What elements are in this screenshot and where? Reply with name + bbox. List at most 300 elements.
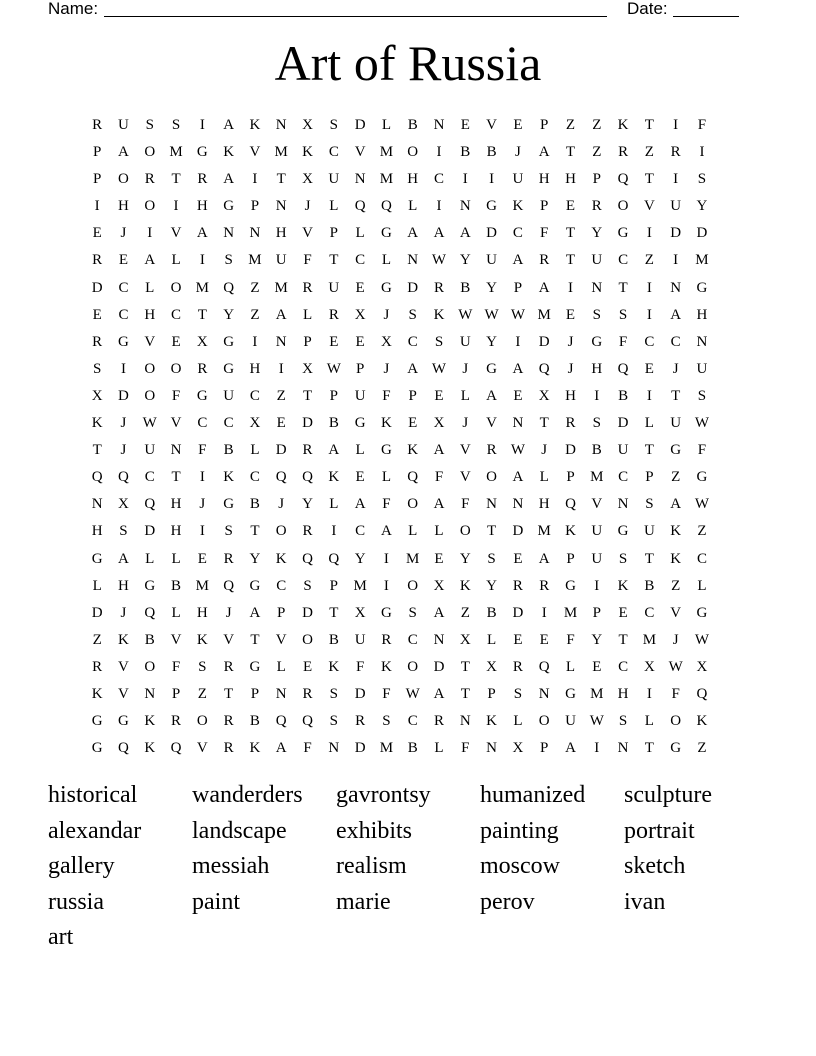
grid-letter: I [594, 577, 600, 594]
grid-letter: K [328, 658, 340, 675]
grid-letter: Y [459, 550, 471, 567]
grid-letter: I [673, 117, 679, 133]
grid-letter: U [696, 360, 708, 377]
grid-letter: A [538, 550, 550, 567]
grid-letter: K [328, 469, 340, 486]
grid-letter: D [275, 442, 287, 459]
grid-letter: C [197, 415, 208, 432]
grid-letter: I [673, 252, 679, 269]
grid-letter: S [119, 523, 128, 540]
word-list-item: ivan [624, 888, 666, 915]
grid-letter: N [538, 685, 550, 702]
grid-letter: B [644, 577, 655, 594]
grid-letter: G [223, 333, 235, 350]
grid-letter: S [408, 604, 417, 621]
grid-letter: A [433, 225, 445, 242]
grid-letter: R [302, 279, 313, 296]
grid-letter: Z [592, 117, 602, 133]
grid-letter: L [145, 279, 155, 296]
grid-letter: M [379, 171, 394, 188]
grid-letter: E [592, 658, 602, 675]
grid-row [84, 193, 715, 220]
grid-letter: X [380, 333, 392, 350]
grid-letter: G [196, 387, 208, 404]
grid-letter: C [407, 333, 418, 350]
grid-letter: Z [92, 631, 102, 648]
grid-letter: E [565, 306, 576, 323]
grid-row [84, 139, 715, 166]
grid-letter: G [696, 469, 708, 486]
grid-letter: Z [697, 740, 707, 757]
date-label: Date: [627, 0, 668, 18]
grid-letter: N [617, 740, 629, 757]
grid-letter: F [171, 387, 181, 404]
grid-row [84, 302, 715, 329]
grid-letter: H [196, 604, 208, 621]
grid-letter: W [694, 631, 710, 648]
word-list-item: sculpture [624, 782, 712, 808]
grid-letter: C [328, 144, 339, 161]
grid-letter: Q [144, 496, 156, 513]
grid-letter: K [670, 550, 682, 567]
grid-letter: E [434, 387, 444, 404]
grid-letter: N [354, 171, 366, 188]
grid-letter: I [436, 198, 442, 215]
grid-letter: D [118, 387, 129, 404]
grid-letter: H [196, 198, 208, 215]
grid-letter: B [328, 415, 339, 432]
grid-letter: R [92, 658, 103, 675]
grid-letter: N [670, 279, 682, 296]
word-list-item: painting [480, 817, 559, 844]
grid-letter: R [302, 685, 313, 702]
grid-letter: A [486, 387, 498, 404]
grid-letter: H [118, 577, 129, 594]
grid-letter: O [670, 713, 682, 730]
word-list [48, 778, 768, 956]
grid-letter: A [538, 144, 550, 161]
grid-letter: S [434, 333, 444, 350]
grid-letter: M [274, 279, 288, 296]
grid-row [84, 166, 715, 193]
grid-letter: N [275, 333, 287, 350]
grid-letter: L [565, 658, 576, 675]
grid-letter: W [510, 306, 525, 323]
grid-letter: N [486, 496, 498, 513]
grid-letter: M [353, 577, 367, 594]
word-list-item: historical [48, 782, 138, 808]
grid-letter: G [670, 442, 682, 459]
grid-letter: U [591, 252, 603, 269]
grid-letter: C [171, 306, 182, 323]
grid-letter: I [673, 171, 679, 188]
grid-letter: N [459, 713, 471, 730]
grid-letter: R [434, 713, 445, 730]
grid-letter: X [354, 306, 366, 323]
grid-letter: S [198, 658, 207, 675]
grid-letter: G [118, 713, 129, 730]
grid-letter: M [379, 144, 394, 161]
grid-letter: F [618, 333, 628, 350]
grid-letter: W [694, 415, 710, 432]
grid-letter: C [618, 469, 629, 486]
grid-letter: I [594, 387, 600, 404]
grid-letter: A [512, 469, 524, 486]
grid-letter: S [487, 550, 496, 567]
grid-letter: Q [380, 198, 392, 215]
grid-letter: M [379, 740, 394, 757]
grid-letter: F [198, 442, 207, 459]
grid-letter: G [670, 740, 682, 757]
word-list-item: alexandar [48, 817, 142, 844]
grid-letter: A [407, 360, 419, 377]
grid-letter: Z [276, 387, 286, 404]
grid-row [84, 546, 715, 573]
grid-letter: M [590, 685, 604, 702]
grid-letter: F [171, 658, 181, 675]
grid-letter: O [196, 713, 208, 730]
grid-letter: V [144, 333, 156, 350]
grid-letter: J [462, 415, 469, 432]
grid-letter: O [144, 387, 156, 404]
grid-letter: J [514, 144, 521, 161]
grid-letter: Y [696, 198, 708, 215]
grid-letter: Q [118, 740, 129, 757]
grid-letter: Q [617, 171, 629, 188]
grid-letter: I [94, 198, 100, 215]
grid-letter: Y [486, 333, 498, 350]
grid-letter: L [302, 306, 313, 323]
grid-letter: W [142, 415, 157, 432]
grid-letter: N [328, 740, 340, 757]
grid-letter: J [120, 225, 127, 242]
grid-letter: P [513, 279, 523, 296]
grid-letter: J [567, 360, 574, 377]
grid-letter: K [91, 685, 103, 702]
grid-letter: L [171, 252, 181, 269]
grid-letter: D [354, 685, 366, 702]
grid-letter: N [275, 198, 287, 215]
word-list-item: gavrontsy [336, 782, 431, 808]
grid-letter: S [697, 171, 707, 188]
grid-letter: H [696, 306, 708, 323]
grid-letter: L [539, 469, 549, 486]
grid-letter: V [196, 740, 208, 757]
grid-letter: V [170, 225, 182, 242]
grid-letter: Y [223, 306, 235, 323]
grid-letter: H [617, 685, 629, 702]
grid-letter: Q [696, 685, 708, 702]
grid-letter: P [329, 577, 338, 594]
grid-letter: T [171, 171, 181, 188]
grid-letter: T [460, 658, 470, 675]
grid-letter: B [249, 496, 260, 513]
grid-letter: N [223, 225, 235, 242]
grid-letter: O [275, 523, 287, 540]
grid-letter: X [118, 496, 129, 513]
grid-letter: F [382, 496, 391, 513]
grid-row [84, 112, 715, 139]
grid-letter: H [170, 523, 182, 540]
grid-letter: X [643, 658, 655, 675]
grid-letter: E [408, 415, 418, 432]
grid-letter: H [565, 171, 576, 188]
grid-letter: Z [644, 252, 654, 269]
grid-letter: P [540, 117, 549, 133]
grid-letter: O [407, 658, 419, 675]
grid-letter: D [91, 604, 103, 621]
grid-letter: I [646, 279, 652, 296]
grid-letter: U [670, 198, 682, 215]
grid-letter: C [118, 279, 129, 296]
grid-letter: C [512, 225, 523, 242]
grid-letter: T [539, 415, 549, 432]
grid-letter: S [92, 360, 102, 377]
grid-letter: I [147, 225, 153, 242]
letter-grid [84, 112, 715, 762]
grid-letter: F [697, 442, 707, 459]
grid-letter: E [539, 631, 549, 648]
grid-letter: S [592, 415, 601, 432]
grid-letter: W [589, 713, 604, 730]
grid-letter: S [329, 685, 338, 702]
grid-letter: S [171, 117, 181, 133]
grid-letter: I [199, 252, 205, 269]
grid-letter: J [672, 631, 679, 648]
grid-letter: G [249, 577, 261, 594]
word-list-item: humanized [480, 782, 586, 808]
word-list-item: paint [192, 888, 240, 915]
grid-letter: G [380, 442, 392, 459]
grid-letter: T [618, 279, 628, 296]
grid-letter: Q [170, 740, 182, 757]
grid-letter: E [618, 604, 628, 621]
grid-letter: H [538, 171, 550, 188]
grid-letter: K [512, 198, 524, 215]
grid-letter: C [249, 387, 260, 404]
grid-letter: S [645, 496, 654, 513]
grid-letter: O [170, 279, 182, 296]
grid-letter: W [510, 442, 525, 459]
grid-letter: C [696, 550, 707, 567]
grid-letter: L [434, 740, 444, 757]
grid-letter: A [407, 225, 419, 242]
grid-letter: F [566, 631, 575, 648]
grid-letter: A [144, 252, 156, 269]
grid-letter: V [459, 442, 471, 459]
grid-letter: I [252, 171, 258, 188]
grid-letter: O [407, 496, 419, 513]
grid-letter: S [618, 713, 628, 730]
grid-letter: W [431, 360, 447, 377]
grid-letter: I [489, 171, 495, 188]
grid-row [84, 247, 715, 274]
grid-letter: M [195, 279, 209, 296]
grid-letter: G [118, 333, 129, 350]
grid-letter: F [540, 225, 549, 242]
grid-letter: L [381, 252, 391, 269]
grid-letter: P [250, 685, 260, 702]
grid-letter: E [92, 225, 102, 242]
grid-letter: O [459, 523, 471, 540]
grid-letter: J [462, 360, 469, 377]
grid-letter: B [328, 631, 339, 648]
grid-letter: A [380, 523, 392, 540]
grid-letter: R [618, 144, 629, 161]
grid-row [84, 275, 715, 302]
grid-letter: B [223, 442, 234, 459]
grid-letter: Q [328, 550, 340, 567]
grid-letter: Z [592, 144, 602, 161]
grid-letter: V [170, 631, 182, 648]
grid-letter: B [591, 442, 602, 459]
grid-letter: I [699, 144, 705, 161]
grid-letter: U [512, 171, 524, 188]
grid-letter: N [275, 685, 287, 702]
grid-row [84, 383, 715, 410]
grid-letter: G [249, 658, 261, 675]
grid-letter: A [118, 144, 129, 161]
grid-row [84, 573, 715, 600]
grid-letter: G [617, 523, 629, 540]
grid-letter: G [565, 577, 576, 594]
grid-letter: U [617, 442, 629, 459]
grid-letter: G [91, 713, 103, 730]
grid-letter: W [694, 496, 710, 513]
grid-letter: A [512, 252, 524, 269]
grid-letter: I [515, 333, 521, 350]
grid-letter: K [223, 144, 235, 161]
grid-letter: P [566, 469, 575, 486]
grid-letter: V [118, 658, 129, 675]
grid-letter: N [591, 279, 603, 296]
grid-row [84, 518, 715, 545]
grid-letter: Y [591, 631, 603, 648]
grid-letter: X [354, 604, 366, 621]
grid-letter: P [540, 198, 549, 215]
grid-letter: U [486, 252, 498, 269]
grid-letter: G [354, 415, 366, 432]
grid-letter: U [591, 550, 603, 567]
grid-letter: D [617, 415, 629, 432]
grid-letter: C [118, 306, 129, 323]
grid-letter: I [199, 469, 205, 486]
grid-letter: I [646, 685, 652, 702]
grid-letter: I [331, 523, 337, 540]
grid-letter: G [380, 279, 392, 296]
grid-letter: R [197, 171, 208, 188]
grid-letter: W [484, 306, 499, 323]
grid-letter: I [252, 333, 258, 350]
grid-letter: R [512, 658, 523, 675]
grid-letter: O [170, 360, 182, 377]
grid-letter: K [617, 577, 629, 594]
grid-letter: X [486, 658, 498, 675]
grid-letter: Z [565, 117, 576, 133]
grid-letter: Z [197, 685, 207, 702]
grid-letter: K [459, 577, 471, 594]
grid-letter: C [618, 252, 629, 269]
grid-letter: I [594, 740, 600, 757]
date-blank-line [673, 16, 739, 17]
word-list-item: moscow [480, 853, 560, 880]
grid-letter: G [91, 550, 103, 567]
grid-letter: P [592, 604, 601, 621]
grid-letter: K [223, 469, 235, 486]
grid-letter: Q [118, 469, 129, 486]
grid-letter: J [225, 604, 232, 621]
grid-letter: Q [538, 360, 550, 377]
grid-letter: Q [91, 469, 103, 486]
grid-letter: A [433, 604, 445, 621]
grid-letter: I [646, 225, 652, 242]
grid-letter: I [436, 144, 442, 161]
grid-letter: Y [591, 225, 603, 242]
grid-letter: O [486, 469, 498, 486]
grid-letter: B [144, 631, 155, 648]
grid-letter: K [407, 442, 419, 459]
grid-letter: H [565, 387, 576, 404]
grid-letter: P [408, 387, 417, 404]
grid-letter: K [249, 740, 261, 757]
grid-letter: K [380, 415, 392, 432]
grid-letter: J [120, 604, 127, 621]
grid-letter: Q [223, 577, 235, 594]
grid-letter: L [276, 658, 286, 675]
grid-letter: N [696, 333, 708, 350]
grid-letter: M [590, 469, 604, 486]
grid-letter: T [565, 252, 576, 269]
grid-letter: H [275, 225, 287, 242]
grid-letter: L [644, 713, 654, 730]
grid-letter: N [512, 496, 524, 513]
grid-letter: D [302, 415, 313, 432]
grid-letter: O [144, 360, 156, 377]
grid-letter: E [171, 333, 181, 350]
grid-letter: P [92, 171, 102, 188]
grid-letter: I [646, 387, 652, 404]
grid-letter: C [223, 415, 234, 432]
grid-letter: M [406, 550, 420, 567]
grid-letter: Q [565, 496, 576, 513]
grid-letter: A [512, 360, 524, 377]
grid-letter: K [696, 713, 708, 730]
grid-letter: W [668, 658, 683, 675]
grid-letter: L [92, 577, 102, 594]
grid-letter: H [144, 306, 156, 323]
grid-row [84, 735, 715, 762]
grid-letter: X [433, 415, 445, 432]
grid-row [84, 491, 715, 518]
grid-letter: Q [144, 604, 156, 621]
grid-letter: N [486, 740, 498, 757]
grid-letter: M [274, 144, 288, 161]
grid-letter: S [592, 306, 601, 323]
grid-letter: N [91, 496, 103, 513]
grid-letter: K [670, 523, 682, 540]
grid-letter: S [224, 252, 233, 269]
grid-letter: M [695, 252, 709, 269]
grid-letter: A [433, 496, 445, 513]
grid-letter: I [462, 171, 468, 188]
grid-letter: R [223, 550, 234, 567]
grid-letter: F [461, 740, 470, 757]
grid-letter: S [145, 117, 154, 133]
grid-letter: H [538, 496, 550, 513]
grid-letter: U [328, 279, 340, 296]
grid-letter: X [302, 360, 313, 377]
grid-letter: T [329, 604, 339, 621]
